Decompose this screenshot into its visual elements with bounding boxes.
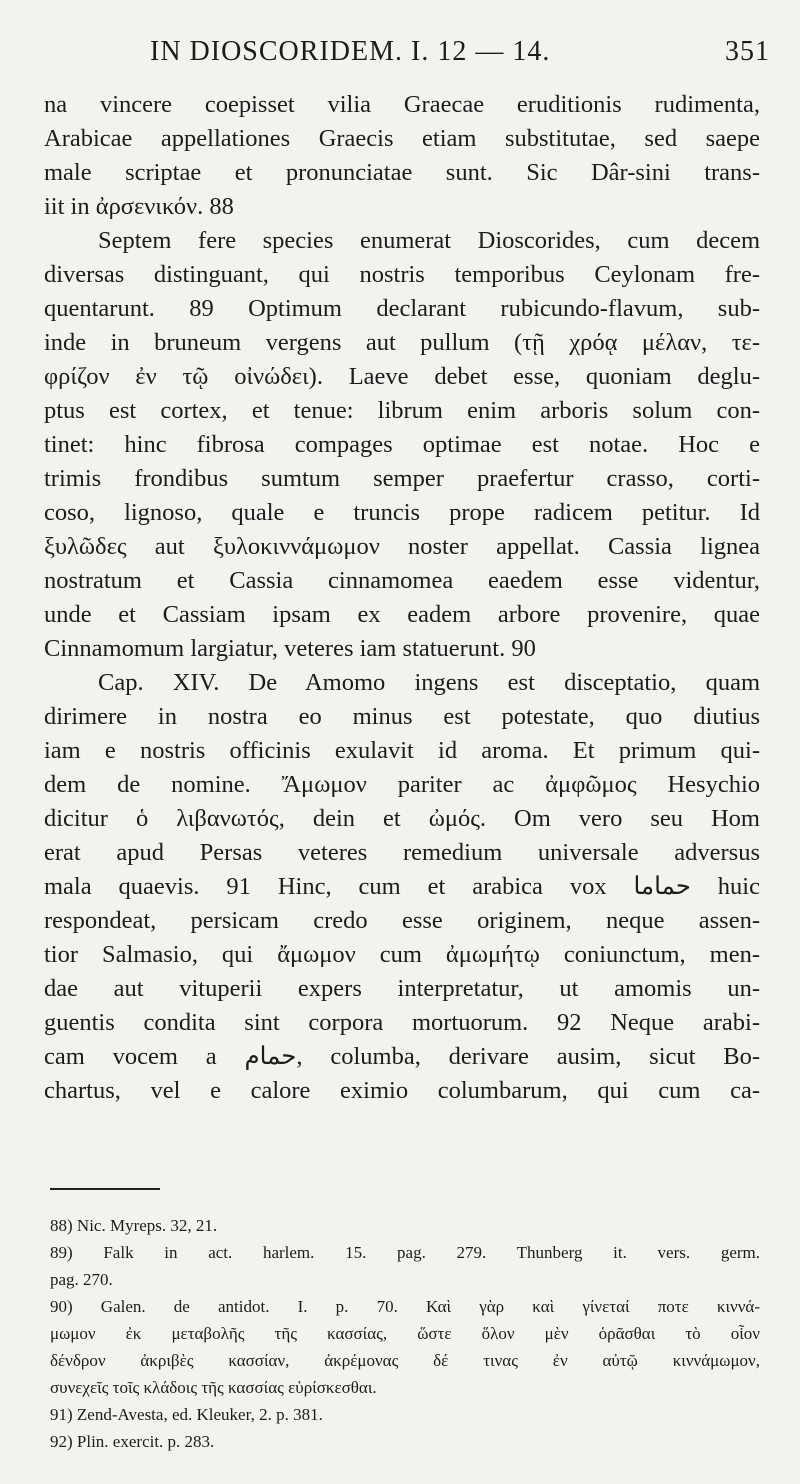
running-title: IN DIOSCORIDEM. I. 12 — 14. xyxy=(150,36,551,67)
text-line: dirimere in nostra eo minus est potestate, quo diutius xyxy=(44,703,760,730)
text-line: φρίζον ἐν τῷ οἰνώδει). Laeve debet esse, quoniam deglu- xyxy=(44,363,760,390)
page-header xyxy=(150,36,770,76)
text-line: quentarunt. 89 Optimum declarant rubicundo-flavum, sub- xyxy=(44,295,760,322)
text-line: iam e nostris officinis exulavit id aroma. Et primum qui- xyxy=(44,737,760,764)
footnote-divider xyxy=(50,1188,160,1190)
text-line: Arabicae appellationes Graecis etiam substitutae, sed saepe xyxy=(44,125,760,152)
text-line: dae aut vituperii expers interpretatur, ut amomis un- xyxy=(44,975,760,1002)
footnote-line: συνεχεῖς τοῖς κλάδοις τῆς κασσίας εὑρίσκεσθαι. xyxy=(50,1378,377,1397)
text-line: iit in ἀρσενικόν. 88 xyxy=(44,193,234,220)
text-line: mala quaevis. 91 Hinc, cum et arabica vox حماما huic xyxy=(44,873,760,900)
text-line: trimis frondibus sumtum semper praefertur crasso, corti- xyxy=(44,465,760,492)
text-line: male scriptae et pronunciatae sunt. Sic Dâr-sini trans- xyxy=(44,159,760,186)
page-number: 351 xyxy=(725,36,770,67)
footnote-line: 90) Galen. de antidot. I. p. 70. Καὶ γὰρ καὶ γίνεταί ποτε κιννά- xyxy=(50,1297,760,1316)
text-line: diversas distinguant, qui nostris temporibus Ceylonam fre- xyxy=(44,261,760,288)
text-line: chartus, vel e calore eximio columbarum, qui cum ca- xyxy=(44,1077,760,1104)
footnote-line: δένδρον ἀκριβὲς κασσίαν, ἀκρέμονας δέ τινας ἐν αὐτῷ κιννάμωμον, xyxy=(50,1351,760,1370)
footnote-line: 88) Nic. Myreps. 32, 21. xyxy=(50,1216,218,1235)
text-line: cam vocem a حمام, columba, derivare ausim, sicut Bo- xyxy=(44,1043,760,1070)
text-line: inde in bruneum vergens aut pullum (τῇ χρόᾳ μέλαν, τε- xyxy=(44,329,760,356)
text-line: ptus est cortex, et tenue: librum enim arboris solum con- xyxy=(44,397,760,424)
text-line: unde et Cassiam ipsam ex eadem arbore provenire, quae xyxy=(44,601,760,628)
footnotes xyxy=(50,1212,760,1455)
text-line: Septem fere species enumerat Dioscorides, cum decem xyxy=(98,227,760,254)
text-line: coso, lignoso, quale e truncis prope radicem petitur. Id xyxy=(44,499,760,526)
text-line: na vincere coepisset vilia Graecae eruditionis rudimenta, xyxy=(44,91,760,118)
text-line: dem de nomine. Ἄμωμον pariter ac ἀμφῶμος Hesychio xyxy=(44,771,760,798)
text-line: tinet: hinc fibrosa compages optimae est notae. Hoc e xyxy=(44,431,760,458)
text-line: ξυλῶδες aut ξυλοκιννάμωμον noster appellat. Cassia lignea xyxy=(44,533,760,560)
text-line: Cap. XIV. De Amomo ingens est disceptatio, quam xyxy=(98,669,760,696)
footnote-line: 92) Plin. exercit. p. 283. xyxy=(50,1432,215,1451)
footnote-line: μωμον ἐκ μεταβολῆς τῆς κασσίας, ὥστε ὅλον μὲν ὁρᾶσθαι τὸ οἷον xyxy=(50,1324,760,1343)
text-line: respondeat, persicam credo esse originem, neque assen- xyxy=(44,907,760,934)
text-line: guentis condita sint corpora mortuorum. 92 Neque arabi- xyxy=(44,1009,760,1036)
text-line: erat apud Persas veteres remedium universale adversus xyxy=(44,839,760,866)
text-line: nostratum et Cassia cinnamomea eaedem esse videntur, xyxy=(44,567,760,594)
footnote-line: 89) Falk in act. harlem. 15. pag. 279. Thunberg it. vers. germ. xyxy=(50,1243,760,1262)
text-line: dicitur ὁ λιβανωτός, dein et ὠμός. Om vero seu Hom xyxy=(44,805,760,832)
footnote-line: 91) Zend-Avesta, ed. Kleuker, 2. p. 381. xyxy=(50,1405,323,1424)
text-line: Cinnamomum largiatur, veteres iam statuerunt. 90 xyxy=(44,635,536,662)
main-text xyxy=(44,88,760,1108)
text-line: tior Salmasio, qui ἄμωμον cum ἀμωμήτῳ coniunctum, men- xyxy=(44,941,760,968)
footnote-line: pag. 270. xyxy=(50,1270,113,1289)
